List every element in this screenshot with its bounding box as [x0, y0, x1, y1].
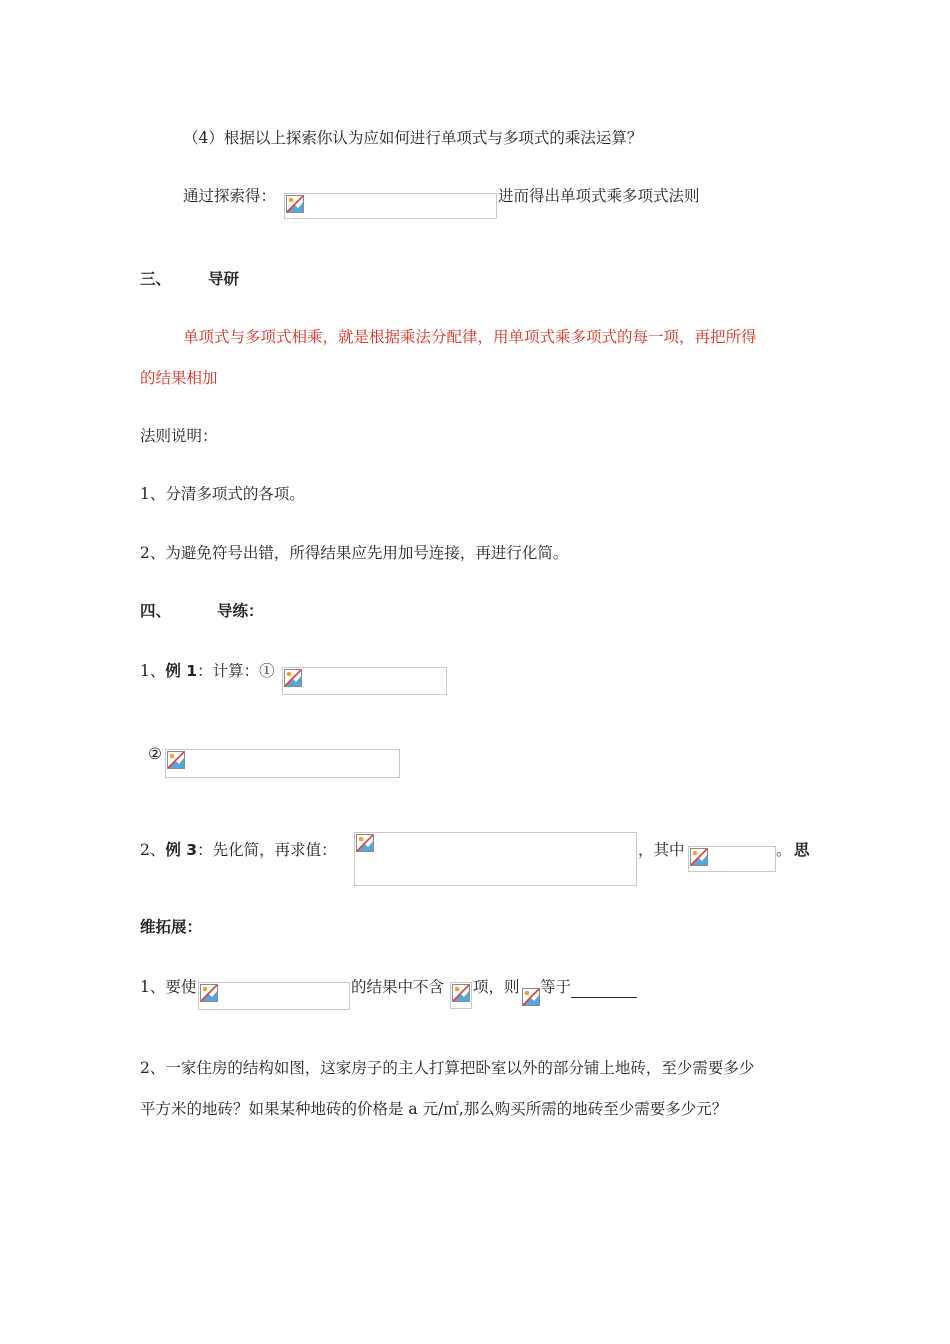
formula-image-example-1b — [165, 749, 400, 778]
example-3-number: 2、 — [140, 841, 166, 859]
section-3-number: 三、 — [140, 270, 172, 288]
explore-prefix: 通过探索得： — [183, 187, 277, 205]
answer-blank — [571, 981, 637, 998]
rule-text-line-1: 单项式与多项式相乘，就是根据乘法分配律，用单项式乘多项式的每一项，再把所得 — [183, 328, 757, 346]
formula-image-extension-1a — [198, 982, 350, 1010]
broken-image-icon — [522, 988, 540, 1006]
think-extension-a: 思 — [794, 841, 810, 859]
broken-image-icon — [690, 848, 708, 866]
section-4-title: 导练： — [217, 602, 264, 620]
extension-1a: 1、要使 — [140, 978, 197, 996]
section-4-number: 四、 — [140, 602, 172, 620]
section-3-title: 导研 — [208, 270, 240, 288]
example-1-circle-2: ② — [148, 745, 162, 763]
formula-image-explore — [284, 193, 497, 219]
rule-note-title: 法则说明： — [140, 427, 218, 445]
example-3-label: 例 3 — [165, 841, 198, 859]
example-1-label: 例 1 — [165, 662, 198, 680]
formula-image-example-3-condition — [688, 846, 776, 872]
extension-1b: 的结果中不含 — [351, 978, 445, 996]
example-3-where: ，其中 — [638, 841, 685, 859]
broken-image-icon — [167, 751, 185, 769]
broken-image-icon — [284, 669, 302, 687]
rule-note-1: 1、分清多项式的各项。 — [140, 485, 305, 503]
example-1-number: 1、 — [140, 662, 166, 680]
think-extension-b: 维拓展： — [140, 918, 203, 936]
formula-image-extension-1b — [450, 982, 472, 1009]
broken-image-icon — [452, 984, 470, 1002]
extension-1c: 项，则 — [473, 978, 520, 996]
explore-suffix: 进而得出单项式乘多项式法则 — [498, 187, 700, 205]
extension-1d — [540, 976, 637, 998]
example-3 — [140, 839, 337, 861]
extension-2-line-1: 2、一家住房的结构如图，这家房子的主人打算把卧室以外的部分铺上地砖，至少需要多少 — [140, 1059, 755, 1077]
formula-image-example-3 — [354, 832, 637, 886]
example-3-text: ：先化简，再求值： — [197, 841, 337, 859]
broken-image-icon — [356, 834, 374, 852]
broken-image-icon — [286, 195, 304, 213]
example-3-end: 。 — [776, 841, 792, 859]
question-4: （4）根据以上探索你认为应如何进行单项式与多项式的乘法运算？ — [183, 129, 643, 147]
formula-image-extension-1c — [522, 986, 540, 1006]
rule-note-2: 2、为避免符号出错，所得结果应先用加号连接，再进行化简。 — [140, 544, 569, 562]
formula-image-example-1a — [282, 667, 447, 695]
example-1-text: ：计算：① — [197, 662, 275, 680]
rule-text-line-2: 的结果相加 — [140, 369, 218, 387]
extension-2-line-2: 平方米的地砖？如果某种地砖的价格是 a 元/㎡,那么购买所需的地砖至少需要多少元？ — [140, 1100, 728, 1118]
example-1 — [140, 660, 275, 682]
extension-1-equals: 等于 — [540, 978, 572, 996]
broken-image-icon — [200, 984, 218, 1002]
